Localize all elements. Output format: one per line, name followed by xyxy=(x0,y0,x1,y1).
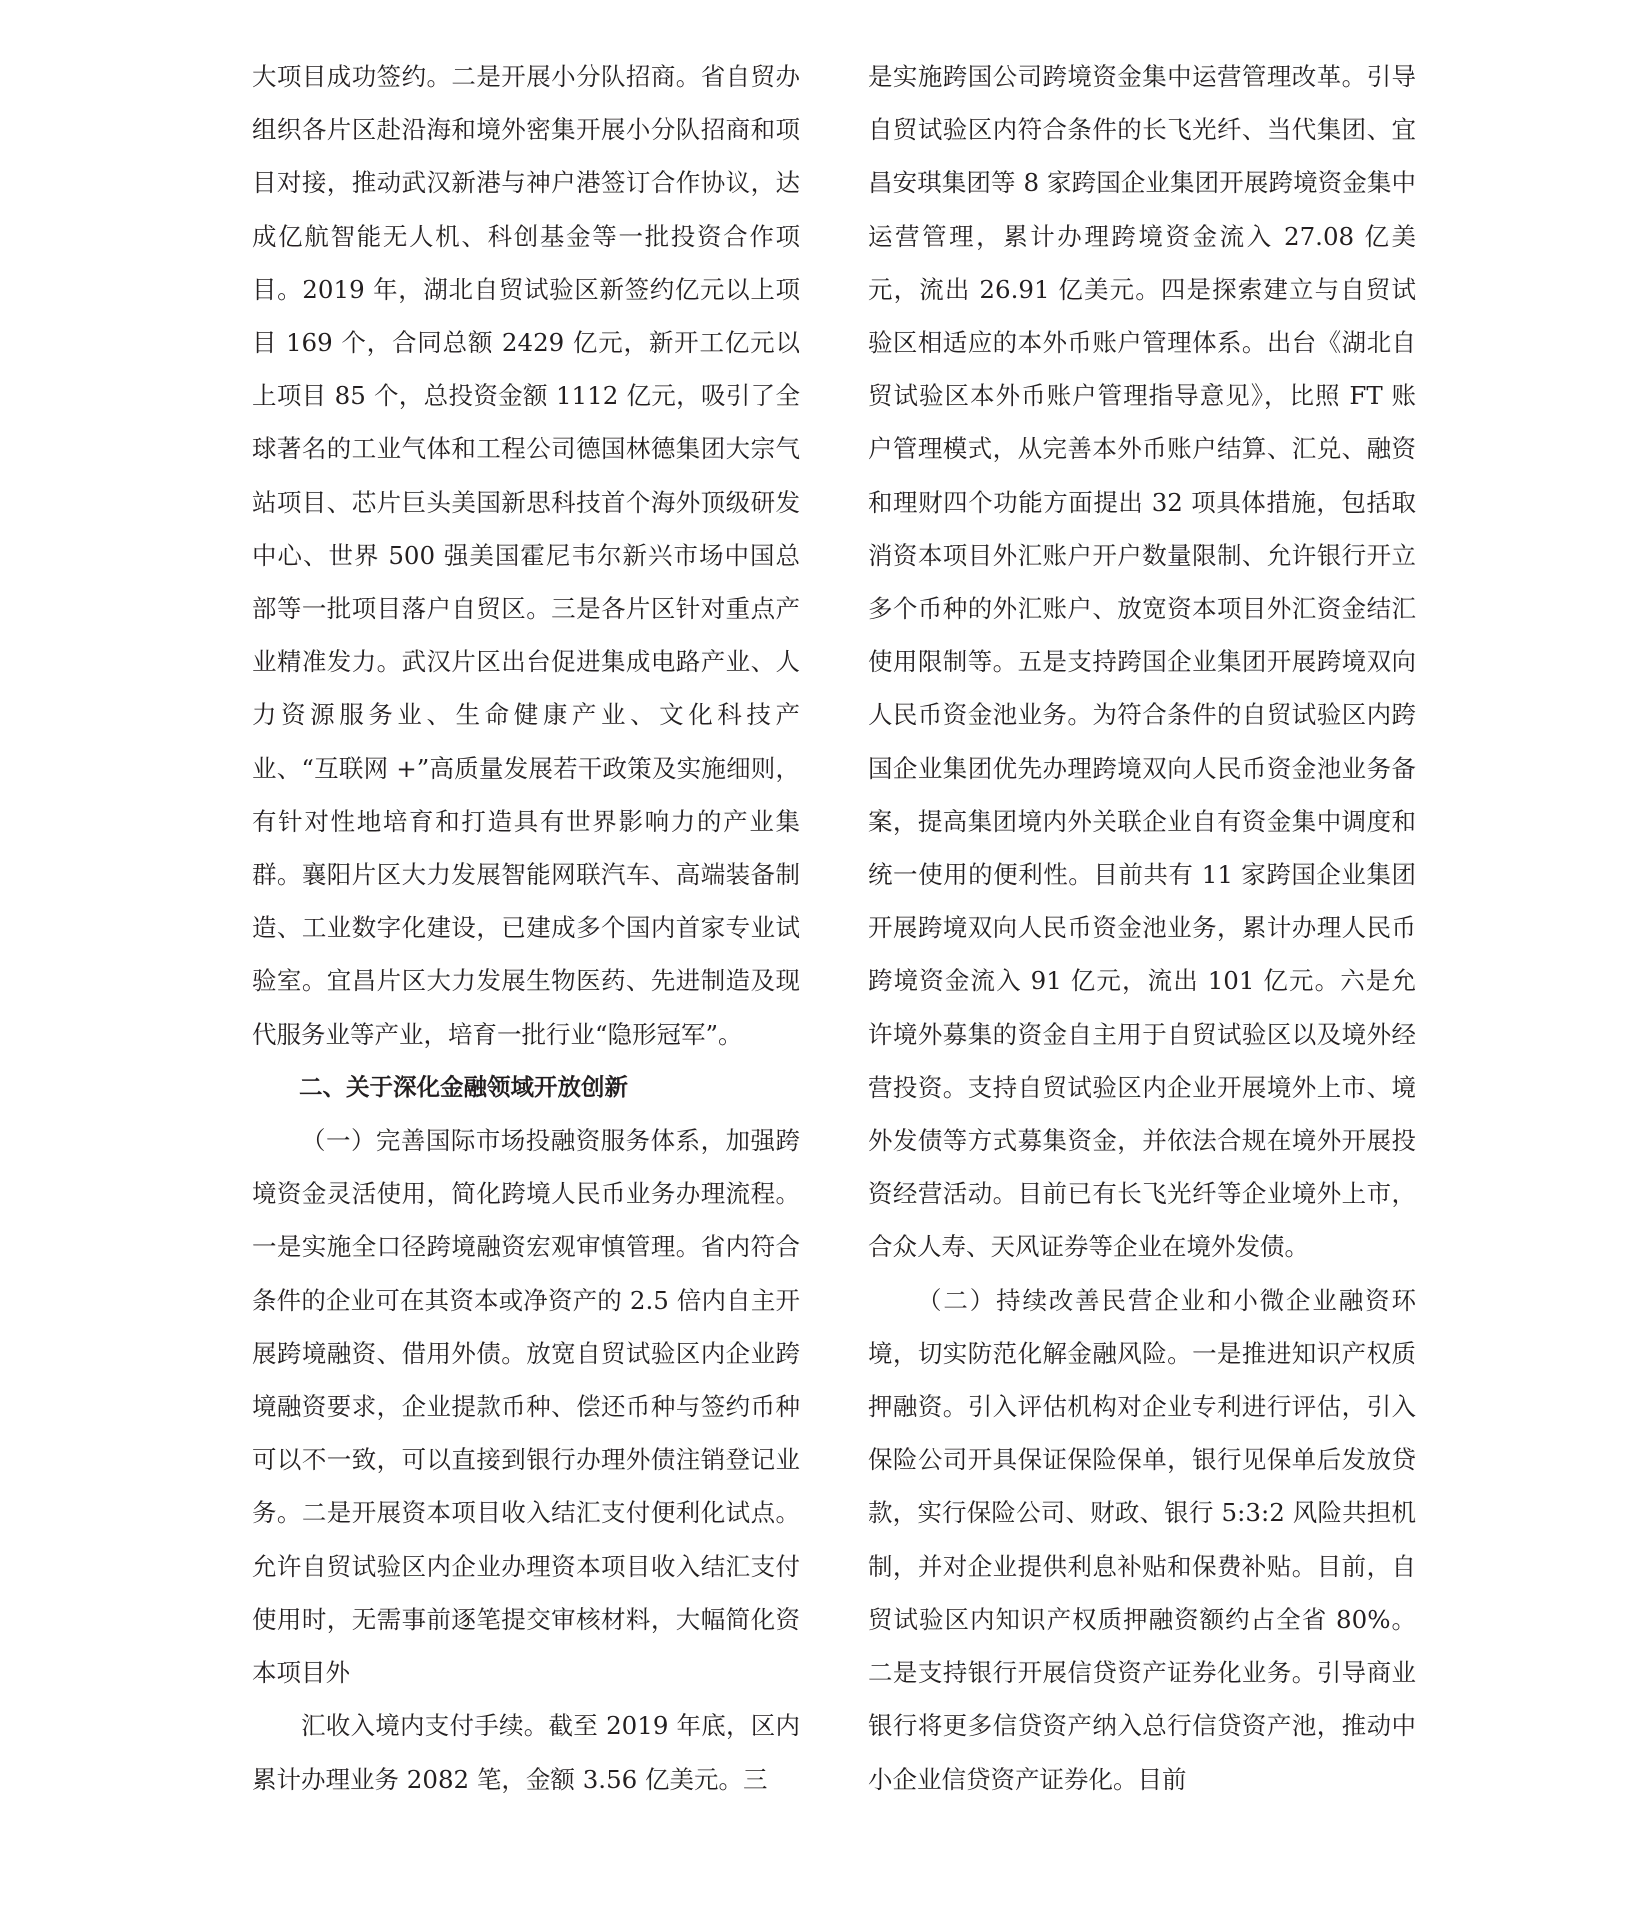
left-column xyxy=(252,50,800,1806)
right-column xyxy=(868,50,1416,1806)
paragraph: （一）完善国际市场投融资服务体系，加强跨境资金灵活使用，简化跨境人民币业务办理流程。一是实施全口径跨境融资宏观审慎管理。省内符合条件的企业可在其资本或净资产的 2.5 倍内自主开展跨境融资、借用外债。放宽自贸试验区内企业跨境融资要求，企业提款币种、偿还币种与签约币种可以不一致，可以直接到银行办理外债注销登记业务。二是开展资本项目收入结汇支付便利化试点。允许自贸试验区内企业办理资本项目收入结汇支付使用时，无需事前逐笔提交审核材料，大幅简化资本项目外 xyxy=(252,1126,800,1688)
paragraph: 是实施跨国公司跨境资金集中运营管理改革。引导自贸试验区内符合条件的长飞光纤、当代集团、宜昌安琪集团等 8 家跨国企业集团开展跨境资金集中运营管理，累计办理跨境资金流入 27.08 亿美元，流出 26.91 亿美元。四是探索建立与自贸试验区相适应的本外币账户管理体系。出台《湖北自贸试验区本外币账户管理指导意见》，比照 FT 账户管理模式，从完善本外币账户结算、汇兑、融资和理财四个功能方面提出 32 项具体措施，包括取消资本项目外汇账户开户数量限制、允许银行开立多个币种的外汇账户、放宽资本项目外汇资金结汇使用限制等。五是支持跨国企业集团开展跨境双向人民币资金池业务。为符合条件的自贸试验区内跨国企业集团优先办理跨境双向人民币资金池业务备案，提高集团境内外关联企业自有资金集中调度和统一使用的便利性。目前共有 11 家跨国企业集团开展跨境双向人民币资金池业务，累计办理人民币跨境资金流入 91 亿元，流出 101 亿元。六是允许境外募集的资金自主用于自贸试验区以及境外经营投资。支持自贸试验区内企业开展境外上市、境外发债等方式募集资金，并依法合规在境外开展投资经营活动。目前已有长飞光纤等企业境外上市，合众人寿、天风证券等企业在境外发债。 xyxy=(868,62,1416,1262)
section-heading: 二、关于深化金融领域开放创新 xyxy=(299,1072,628,1101)
paragraph: （二）持续改善民营企业和小微企业融资环境，切实防范化解金融风险。一是推进知识产权质押融资。引入评估机构对企业专利进行评估，引入保险公司开具保证保险保单，银行见保单后发放贷款，实行保险公司、财政、银行 5:3:2 风险共担机制，并对企业提供利息补贴和保费补贴。目前，自贸试验区内知识产权质押融资额约占全省 80%。二是支持银行开展信贷资产证券化业务。引导商业银行将更多信贷资产纳入总行信贷资产池，推动中小企业信贷资产证券化。目前 xyxy=(868,1285,1416,1794)
paragraph: 大项目成功签约。二是开展小分队招商。省自贸办组织各片区赴沿海和境外密集开展小分队招商和项目对接，推动武汉新港与神户港签订合作协议，达成亿航智能无人机、科创基金等一批投资合作项目。2019 年，湖北自贸试验区新签约亿元以上项目 169 个，合同总额 2429 亿元，新开工亿元以上项目 85 个，总投资金额 1112 亿元，吸引了全球著名的工业气体和工程公司德国林德集团大宗气站项目、芯片巨头美国新思科技首个海外顶级研发中心、世界 500 强美国霍尼韦尔新兴市场中国总部等一批项目落户自贸区。三是各片区针对重点产业精准发力。武汉片区出台促进集成电路产业、人力资源服务业、生命健康产业、文化科技产业、“互联网 +”高质量发展若干政策及实施细则，有针对性地培育和打造具有世界影响力的产业集群。襄阳片区大力发展智能网联汽车、高端装备制造、工业数字化建设，已建成多个国内首家专业试验室。宜昌片区大力发展生物医药、先进制造及现代服务业等产业，培育一批行业“隐形冠军”。 xyxy=(252,62,800,1049)
paragraph: 汇收入境内支付手续。截至 2019 年底，区内累计办理业务 2082 笔，金额 3.56 亿美元。三 xyxy=(252,1711,800,1794)
